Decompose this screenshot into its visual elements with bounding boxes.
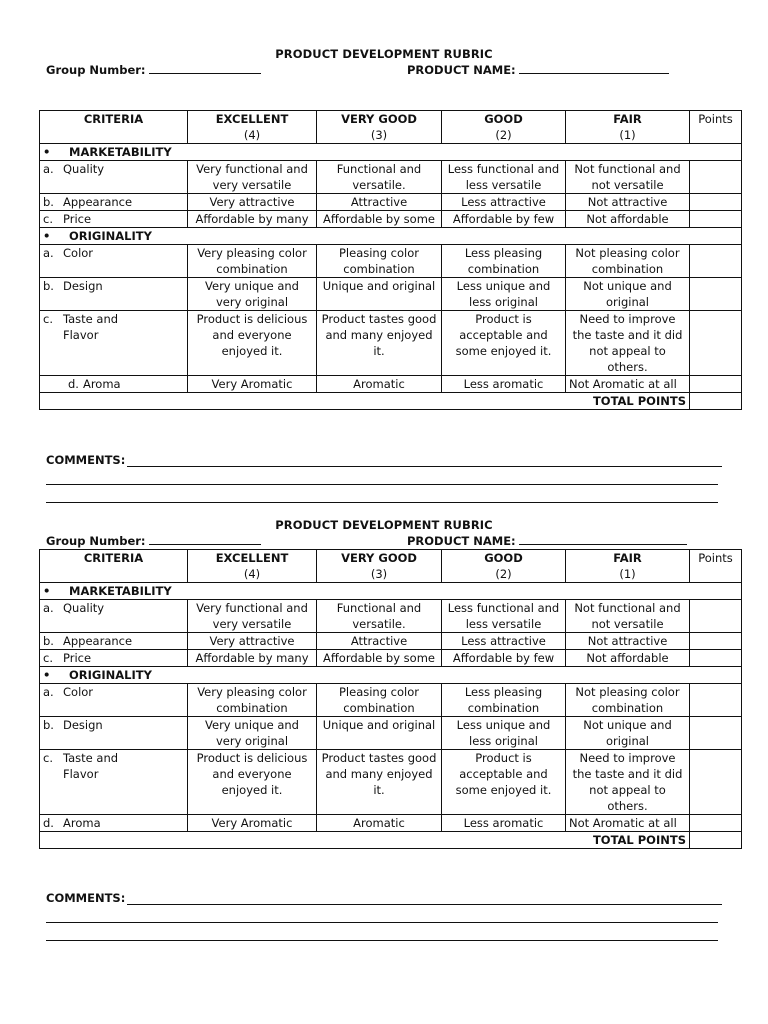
comments-section [46,890,722,941]
section-row-originality [40,667,742,684]
criterion-label: Taste and Flavor [63,751,119,781]
product-name-label: PRODUCT NAME: [407,63,516,77]
good-label: GOOD [484,551,523,565]
points-cell[interactable] [690,245,742,278]
header-row [40,111,742,144]
bullet-icon: • [43,668,51,682]
very-good-cell: Pleasing color combination [317,684,442,717]
points-cell[interactable] [690,750,742,815]
fair-cell: Not functional and not versatile [566,161,690,194]
very-good-cell: Product tastes good and many enjoyed it. [317,311,442,376]
comments-line[interactable] [127,893,722,905]
fair-cell: Not unique and original [566,717,690,750]
criterion-label: Design [63,279,103,293]
very-good-label: VERY GOOD [341,551,417,565]
very-good-cell: Functional and versatile. [317,600,442,633]
fair-cell: Not Aromatic at all [566,376,690,393]
very-good-cell: Attractive [317,194,442,211]
very-good-cell: Affordable by some [317,650,442,667]
points-cell[interactable] [690,194,742,211]
section-originality [40,228,742,245]
rubric-table [39,110,742,410]
good-cell: Less attractive [442,194,566,211]
very-good-cell: Functional and versatile. [317,161,442,194]
criterion-label: Appearance [63,634,133,648]
fair-header [566,111,690,144]
very-good-cell: Unique and original [317,278,442,311]
section-label: MARKETABILITY [69,145,172,159]
good-cell: Less functional and less versatile [442,600,566,633]
section-row-originality [40,228,742,245]
criterion-marker: a. [43,246,54,260]
fair-cell: Not affordable [566,211,690,228]
criterion-label: Aroma [63,816,101,830]
section-label: MARKETABILITY [69,584,172,598]
rubric-table [39,549,742,849]
criterion-row-taste [40,750,742,815]
points-cell[interactable] [690,684,742,717]
comments-label: COMMENTS: [46,453,126,467]
criterion-marker: a. [43,685,54,699]
good-cell: Affordable by few [442,650,566,667]
criterion-marker: a. [43,162,54,176]
criterion-row-aroma [40,376,742,393]
excellent-score: (4) [243,128,261,142]
criterion-cell [40,211,188,228]
excellent-cell: Affordable by many [188,650,317,667]
criterion-marker: c. [43,312,53,326]
criterion-marker: c. [43,212,53,226]
group-number-field [46,533,261,548]
good-label: GOOD [484,112,523,126]
fair-label: FAIR [613,551,642,565]
criterion-cell [40,633,188,650]
excellent-score: (4) [243,567,261,581]
fair-cell: Not functional and not versatile [566,600,690,633]
good-header [442,111,566,144]
criterion-label: Quality [63,601,105,615]
comments-first-line [46,452,722,467]
criterion-cell [40,684,188,717]
excellent-cell: Affordable by many [188,211,317,228]
fair-label: FAIR [613,112,642,126]
criterion-cell [40,750,188,815]
excellent-header [188,550,317,583]
header-row [40,550,742,583]
good-cell: Less unique and less original [442,717,566,750]
product-name-blank[interactable] [519,62,669,74]
excellent-cell: Very pleasing color combination [188,684,317,717]
very-good-cell: Product tastes good and many enjoyed it. [317,750,442,815]
good-cell: Less aromatic [442,815,566,832]
criterion-label: Design [63,718,103,732]
criterion-row-design [40,717,742,750]
criterion-row-taste [40,311,742,376]
criterion-row-appearance [40,633,742,650]
excellent-cell: Very attractive [188,194,317,211]
criterion-cell [40,376,188,393]
comments-first-line [46,890,722,905]
total-row [40,393,742,410]
very-good-score: (3) [370,128,388,142]
excellent-cell: Very Aromatic [188,815,317,832]
rubric-sheet-2 [0,517,768,905]
product-name-field [407,62,669,77]
comments-line[interactable] [127,455,722,467]
criterion-cell [40,717,188,750]
criterion-marker: b. [43,195,54,209]
fair-cell: Not attractive [566,633,690,650]
comments-label: COMMENTS: [46,891,126,905]
fair-cell: Need to improve the taste and it did not appeal to others. [566,311,690,376]
comments-line[interactable] [46,922,718,923]
criterion-marker: c. [43,751,53,765]
criterion-row-aroma [40,815,742,832]
very-good-header [317,550,442,583]
product-name-label: PRODUCT NAME: [407,534,516,548]
good-cell: Product is acceptable and some enjoyed it. [442,750,566,815]
very-good-cell: Aromatic [317,376,442,393]
very-good-score: (3) [370,567,388,581]
group-number-label: Group Number: [46,534,146,548]
criterion-label: Color [63,685,94,699]
criterion-label: Quality [63,162,105,176]
rubric-header-line [0,62,768,79]
very-good-header [317,111,442,144]
criterion-marker: b. [43,634,54,648]
excellent-cell: Very unique and very original [188,278,317,311]
criterion-cell [40,245,188,278]
excellent-label: EXCELLENT [215,551,289,565]
fair-cell: Not unique and original [566,278,690,311]
total-points-cell[interactable] [690,393,742,410]
excellent-header [188,111,317,144]
total-points-cell[interactable] [690,832,742,849]
good-cell: Less pleasing combination [442,245,566,278]
excellent-label: EXCELLENT [215,112,289,126]
section-label: ORIGINALITY [69,668,152,682]
points-cell[interactable] [690,815,742,832]
points-cell[interactable] [690,633,742,650]
section-marketability [40,144,742,161]
criterion-marker: d. [43,816,54,830]
criterion-cell [40,161,188,194]
good-cell: Less aromatic [442,376,566,393]
total-row [40,832,742,849]
good-cell: Less pleasing combination [442,684,566,717]
excellent-cell: Very unique and very original [188,717,317,750]
comments-line[interactable] [46,940,718,941]
good-cell: Product is acceptable and some enjoyed it. [442,311,566,376]
excellent-cell: Product is delicious and everyone enjoyed it. [188,750,317,815]
bullet-icon: • [43,584,51,598]
criterion-label: Price [63,212,92,226]
points-cell[interactable] [690,376,742,393]
good-cell: Less attractive [442,633,566,650]
criterion-label: Taste and Flavor [63,312,119,342]
criterion-row-color [40,245,742,278]
rubric-header-line [0,533,768,550]
section-row-marketability [40,144,742,161]
criterion-label: Color [63,246,94,260]
very-good-cell: Unique and original [317,717,442,750]
criterion-row-color [40,684,742,717]
rubric-title: PRODUCT DEVELOPMENT RUBRIC [275,47,493,61]
section-marketability [40,583,742,600]
criterion-label: Price [63,651,92,665]
criterion-cell [40,311,188,376]
fair-header [566,550,690,583]
criteria-header: CRITERIA [40,550,188,583]
fair-cell: Not attractive [566,194,690,211]
points-cell[interactable] [690,161,742,194]
criterion-marker: b. [43,279,54,293]
criterion-marker: c. [43,651,53,665]
points-cell[interactable] [690,650,742,667]
comments-section [46,452,722,503]
fair-score: (1) [619,567,636,581]
group-number-blank[interactable] [149,533,261,545]
criterion-row-price [40,211,742,228]
total-points-label: TOTAL POINTS [40,393,690,410]
section-row-marketability [40,583,742,600]
very-good-cell: Aromatic [317,815,442,832]
very-good-label: VERY GOOD [341,112,417,126]
excellent-cell: Very functional and very versatile [188,161,317,194]
criterion-cell [40,650,188,667]
total-points-label: TOTAL POINTS [40,832,690,849]
excellent-cell: Very functional and very versatile [188,600,317,633]
points-cell[interactable] [690,278,742,311]
good-cell: Less functional and less versatile [442,161,566,194]
product-name-blank[interactable] [519,533,687,545]
bullet-icon: • [43,145,51,159]
section-label: ORIGINALITY [69,229,152,243]
group-number-field [46,62,261,77]
group-number-label: Group Number: [46,63,146,77]
fair-score: (1) [619,128,636,142]
comments-line[interactable] [46,484,718,485]
criterion-cell [40,815,188,832]
criterion-marker: b. [43,718,54,732]
product-name-field [407,533,687,548]
good-cell: Less unique and less original [442,278,566,311]
excellent-cell: Product is delicious and everyone enjoyed it. [188,311,317,376]
good-header [442,550,566,583]
criterion-row-quality [40,600,742,633]
good-cell: Affordable by few [442,211,566,228]
criterion-label: Aroma [82,377,121,391]
criterion-row-price [40,650,742,667]
good-score: (2) [495,128,512,142]
bullet-icon: • [43,229,51,243]
points-cell[interactable] [690,717,742,750]
group-number-blank[interactable] [149,62,261,74]
points-header: Points [690,111,742,144]
very-good-cell: Affordable by some [317,211,442,228]
excellent-cell: Very Aromatic [188,376,317,393]
criterion-label: Appearance [63,195,133,209]
criteria-header: CRITERIA [40,111,188,144]
rubric-sheet-1 [0,46,768,467]
section-originality [40,667,742,684]
rubric-title: PRODUCT DEVELOPMENT RUBRIC [275,518,493,532]
criterion-row-quality [40,161,742,194]
criterion-cell [40,278,188,311]
comments-line[interactable] [46,502,718,503]
excellent-cell: Very attractive [188,633,317,650]
fair-cell: Not Aromatic at all [566,815,690,832]
good-score: (2) [495,567,512,581]
fair-cell: Not affordable [566,650,690,667]
very-good-cell: Pleasing color combination [317,245,442,278]
criterion-row-design [40,278,742,311]
criterion-row-appearance [40,194,742,211]
criterion-marker: a. [43,601,54,615]
fair-cell: Not pleasing color combination [566,684,690,717]
very-good-cell: Attractive [317,633,442,650]
excellent-cell: Very pleasing color combination [188,245,317,278]
points-cell[interactable] [690,211,742,228]
criterion-marker: d. [68,377,79,391]
points-cell[interactable] [690,311,742,376]
points-cell[interactable] [690,600,742,633]
fair-cell: Need to improve the taste and it did not appeal to others. [566,750,690,815]
criterion-cell [40,194,188,211]
criterion-cell [40,600,188,633]
points-header: Points [690,550,742,583]
fair-cell: Not pleasing color combination [566,245,690,278]
